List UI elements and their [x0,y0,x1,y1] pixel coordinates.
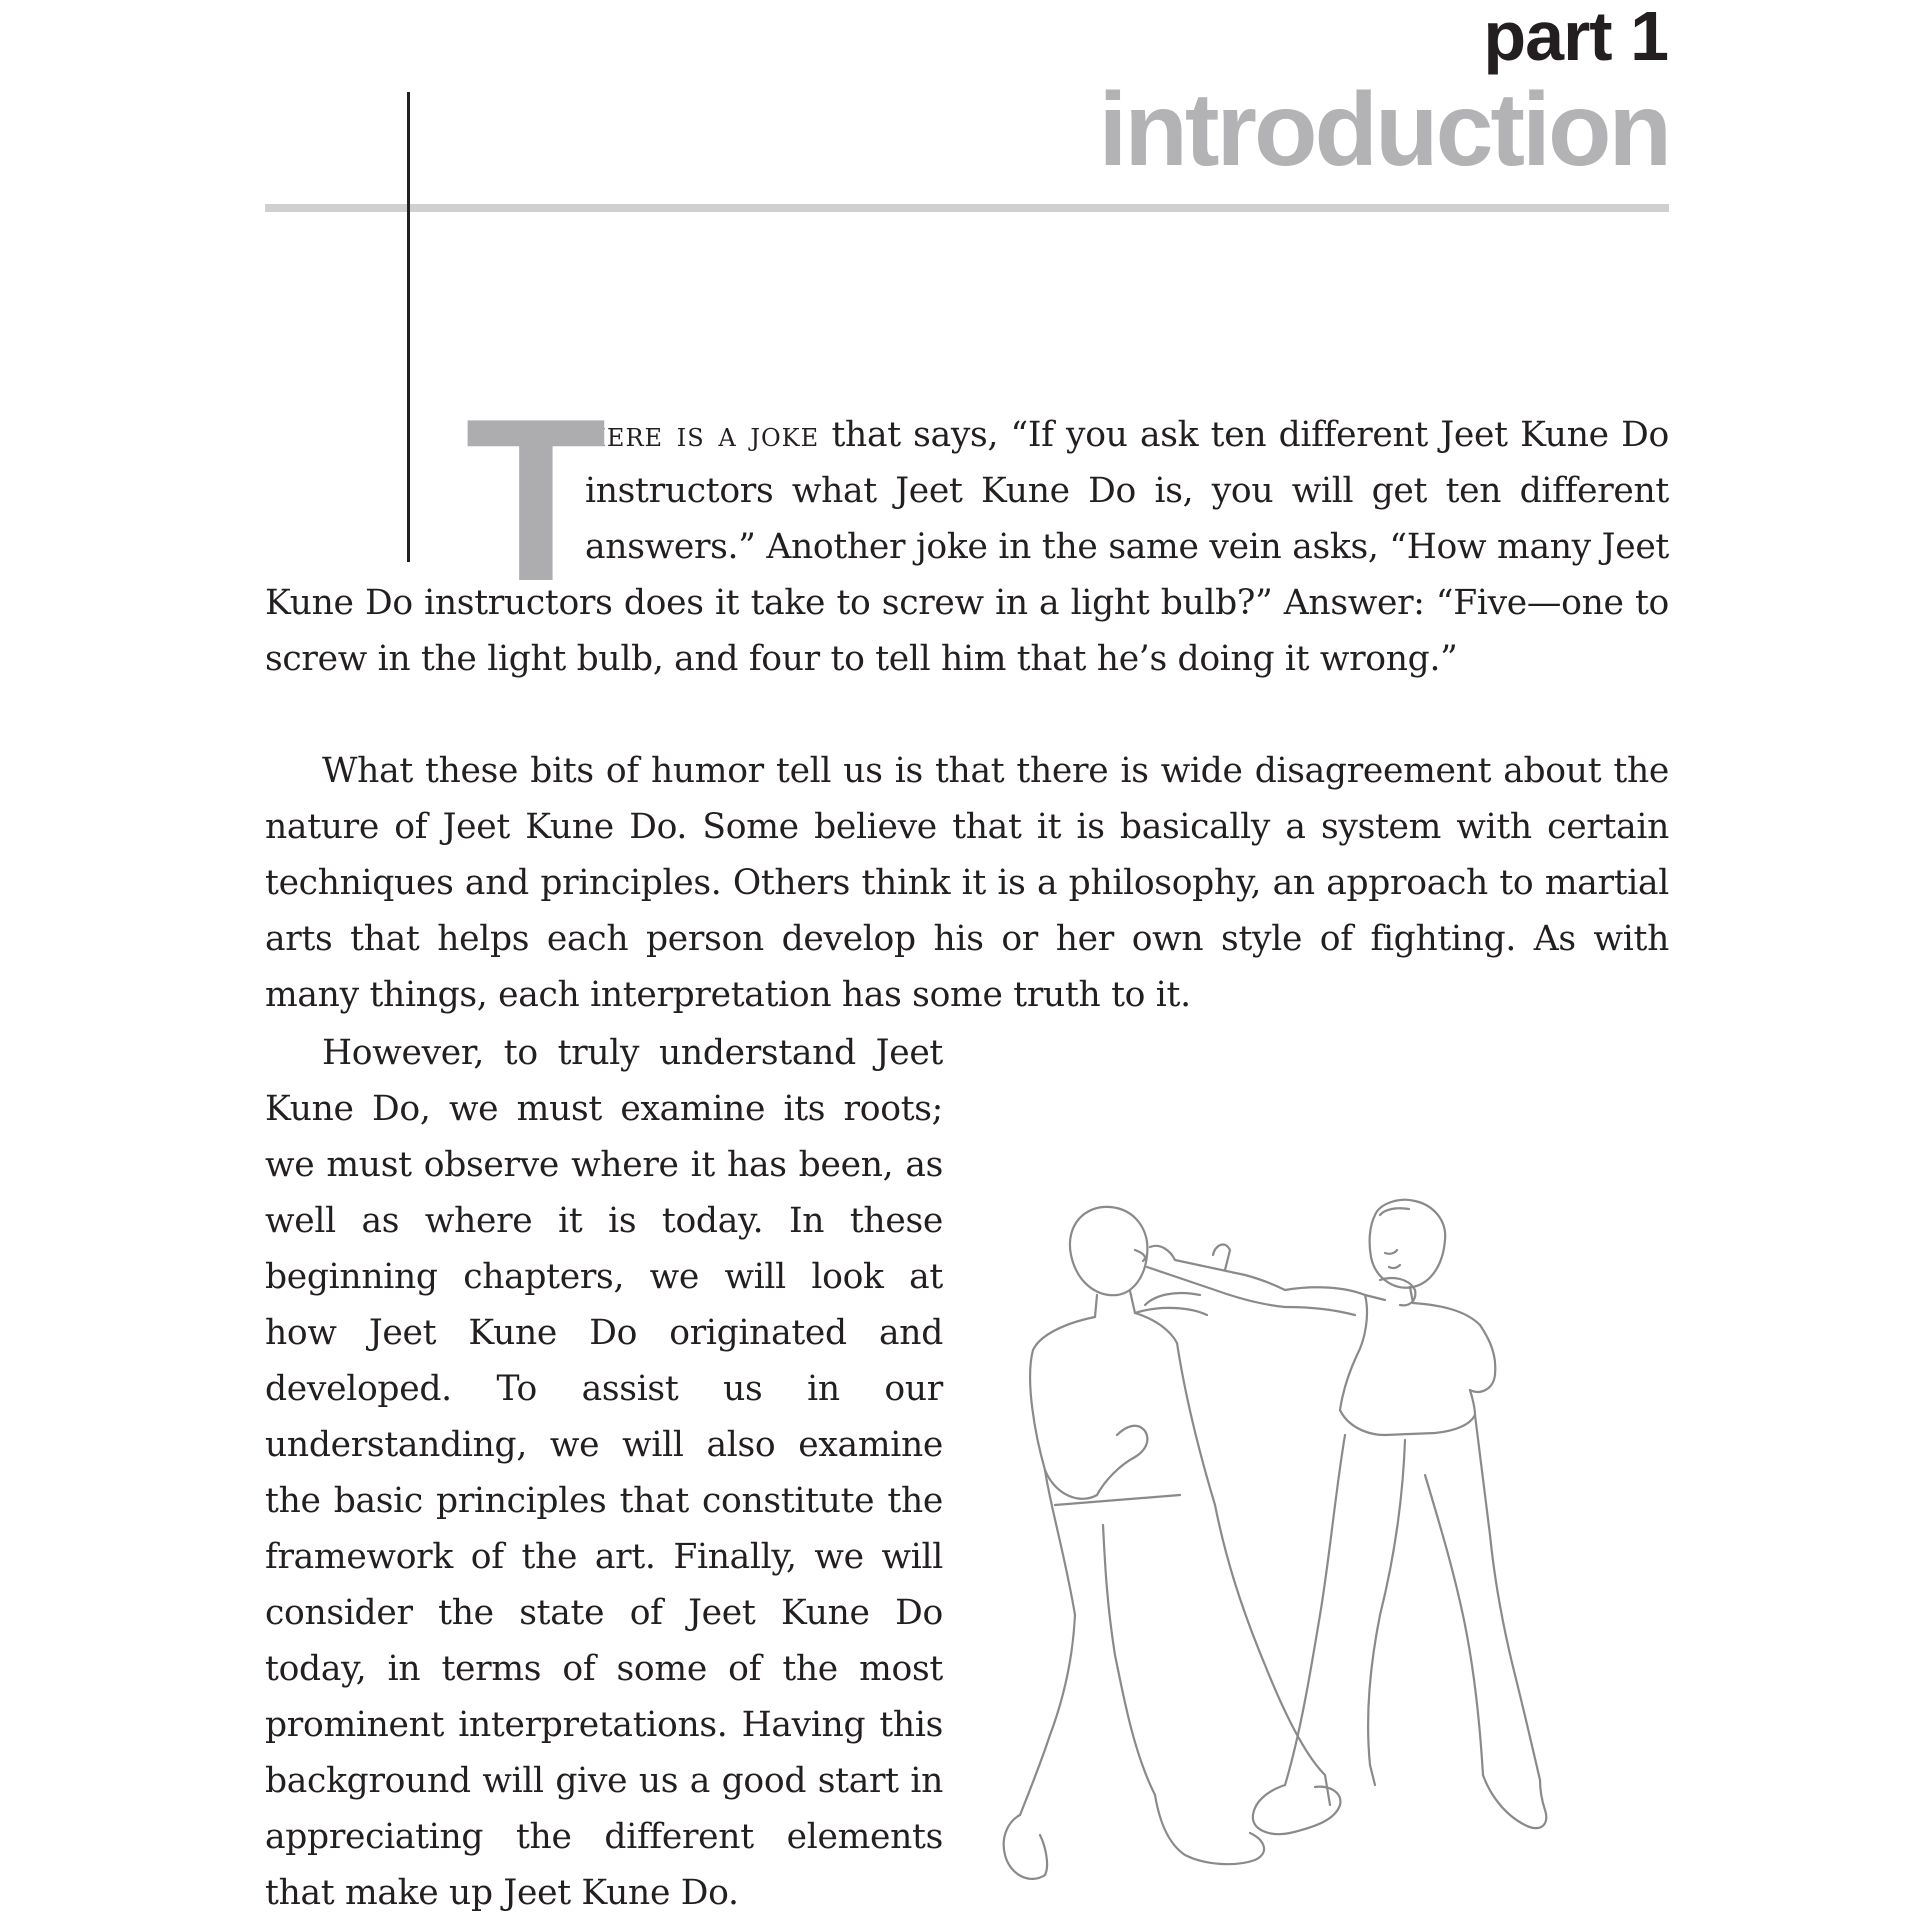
opening-smallcaps: here is a joke [585,415,820,455]
extended-arm [1147,1245,1285,1307]
paragraph-2: What these bits of humor tell us is that there is wide disagreement about the nature of Jeet Kune Do. Some believe that it is basically a system with certain techniques and principles. Others think it is a philosophy, an approach to martial arts that helps each person develop his or her own style of fighting. As with many things, each interpretation has some truth to it. [265,751,1669,1015]
sparring-illustration [985,1195,1635,1895]
line-art-two-fighters [985,1195,1635,1895]
right-fighter-figure [1253,1200,1546,1834]
part-label: part 1 [1483,0,1668,75]
dropcap [265,371,607,630]
header-rule [265,204,1669,212]
paragraph-1-text: that says, “If you ask ten different Jeet Kune Do instructors what Jeet Kune Do is, you will get ten different answers.” Another joke in the same vein asks, “How many Jeet Kune Do instructors does it take to screw in a light bulb?” Answer: “Five—one to screw in the light bulb, and four to tell him that he’s doing it wrong.” [265,415,1669,679]
paragraph-1 [265,371,1669,687]
dropcap-letter: T [465,371,607,630]
paragraph-3: However, to truly understand Jeet Kune Do, we must examine its roots; we must observe where it has been, as well as where it is today. In these beginning chapters, we will look at how Jeet Kune Do originated and developed. To assist us in our understanding, we will also examine the basic principles that constitute the framework of the art. Finally, we will consider the state of Jeet Kune Do today, in terms of some of the most prominent interpretations. Having this background will give us a good start in appreciating the different elements that make up Jeet Kune Do. [265,1033,943,1913]
chapter-title: introduction [1098,72,1669,188]
